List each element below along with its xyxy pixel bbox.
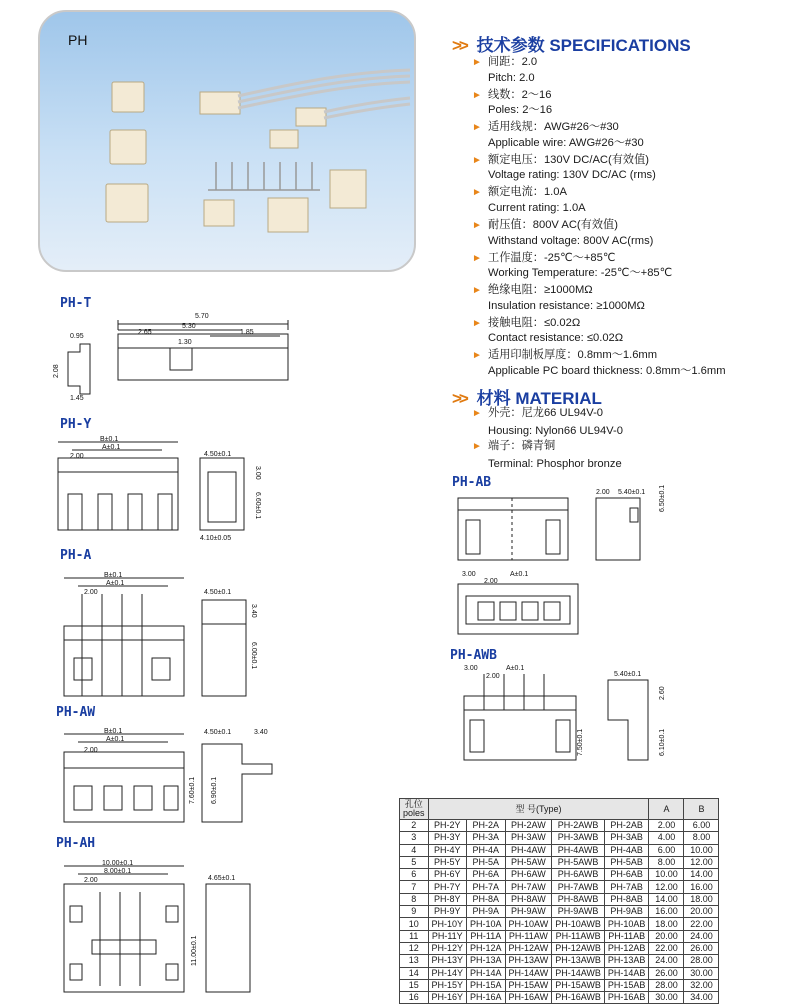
- dim-ph-ab-2: 6.50±0.1: [659, 484, 666, 512]
- table-cell: 15: [400, 979, 429, 991]
- table-cell: 32.00: [684, 979, 719, 991]
- triangle-bullet-icon: ►: [472, 408, 482, 419]
- table-cell: PH-3Y: [428, 832, 467, 844]
- table-cell: PH-13Y: [428, 955, 467, 967]
- dim-ph-aw-3: 4.50±0.1: [204, 729, 232, 736]
- drawing-label-ph-awb: PH-AWB: [450, 648, 497, 663]
- table-cell: PH-2AB: [604, 820, 649, 832]
- table-cell: 6.00: [684, 820, 719, 832]
- dim-ph-awb-3: 5.40±0.1: [614, 671, 642, 678]
- table-cell: 14.00: [649, 893, 684, 905]
- dim-ph-ah-0: 10.00±0.1: [102, 860, 134, 867]
- dim-ph-a-0: B±0.1: [104, 572, 123, 579]
- triangle-bullet-icon: ►: [472, 220, 482, 231]
- drawing-label-ph-y: PH-Y: [60, 417, 92, 432]
- table-cell: PH-7Y: [428, 881, 467, 893]
- table-cell: PH-14Y: [428, 967, 467, 979]
- table-cell: 10.00: [684, 844, 719, 856]
- table-cell: PH-2Y: [428, 820, 467, 832]
- table-cell: PH-10AW: [505, 918, 552, 930]
- dim-ph-awb-5: 7.50±0.1: [577, 728, 584, 756]
- table-cell: PH-3AW: [505, 832, 552, 844]
- table-cell: PH-12AW: [505, 942, 552, 954]
- table-cell: PH-10AB: [604, 918, 649, 930]
- table-cell: PH-7AW: [505, 881, 552, 893]
- dim-ph-ab-1: 5.40±0.1: [618, 489, 646, 496]
- table-cell: 20.00: [684, 906, 719, 918]
- table-cell: PH-11Y: [428, 930, 467, 942]
- table-cell: PH-14AB: [604, 967, 649, 979]
- double-chevron-icon: >>: [452, 389, 466, 408]
- table-cell: 16: [400, 992, 429, 1004]
- dim-ph-t-4: 1.30: [178, 339, 192, 346]
- specifications-heading: >> 技术参数 SPECIFICATIONS: [452, 36, 691, 55]
- dim-ph-awb-4: 2.60: [659, 686, 666, 700]
- spec-item: ► 耐压值：800V AC(有效值) Withstand voltage: 800V AC(rms): [472, 219, 654, 247]
- dim-ph-y-4: 3.00: [254, 466, 261, 480]
- dim-ph-t-5: 0.95: [70, 333, 84, 340]
- spec-item: ► 额定电压：130V DC/AC(有效值) Voltage rating: 130V DC/AC (rms): [472, 153, 656, 182]
- material-item: ► 外壳：尼龙66 UL94V-0 Housing: Nylon66 UL94V-0: [472, 407, 623, 437]
- drawing-ph-aw: [56, 724, 296, 824]
- dim-ph-aw-6: 6.90±0.1: [211, 776, 218, 804]
- table-cell: 18.00: [684, 893, 719, 905]
- table-cell: PH-13A: [467, 955, 506, 967]
- dim-ph-aw-1: A±0.1: [106, 736, 125, 743]
- table-row: [400, 844, 719, 856]
- table-cell: PH-8A: [467, 893, 506, 905]
- dim-ph-t-0: 5.70: [195, 313, 209, 320]
- material-item: ► 端子：磷青铜 Terminal: Phosphor bronze: [472, 440, 622, 470]
- dim-ph-aw-4: 3.40: [254, 729, 268, 736]
- dim-ph-a-4: 3.40: [250, 604, 257, 618]
- table-cell: 20.00: [649, 930, 684, 942]
- table-cell: 3: [400, 832, 429, 844]
- type-header: 型 号(Type): [428, 799, 649, 820]
- table-cell: 4.00: [649, 832, 684, 844]
- poles-header: 孔位 poles: [400, 799, 429, 820]
- table-cell: PH-6AWB: [552, 869, 605, 881]
- table-cell: PH-8AW: [505, 893, 552, 905]
- table-cell: 6.00: [649, 844, 684, 856]
- dim-ph-t-1: 5.30: [182, 323, 196, 330]
- dim-ph-awb-2: 2.00: [486, 673, 500, 680]
- dim-ph-ab-4: A±0.1: [510, 571, 529, 578]
- dim-ph-ah-3: 4.65±0.1: [208, 875, 236, 882]
- table-cell: PH-3A: [467, 832, 506, 844]
- table-cell: PH-8AB: [604, 893, 649, 905]
- table-row: [400, 869, 719, 881]
- dim-ph-y-1: A±0.1: [102, 444, 121, 451]
- table-cell: PH-16AW: [505, 992, 552, 1004]
- double-chevron-icon: >>: [452, 36, 466, 55]
- dim-ph-aw-0: B±0.1: [104, 728, 123, 735]
- table-cell: PH-7A: [467, 881, 506, 893]
- table-cell: PH-4AWB: [552, 844, 605, 856]
- table-cell: 13: [400, 955, 429, 967]
- table-cell: 8.00: [649, 856, 684, 868]
- table-cell: PH-15AW: [505, 979, 552, 991]
- table-cell: 9: [400, 906, 429, 918]
- dim-ph-t-6: 2.08: [53, 364, 60, 378]
- table-cell: PH-13AWB: [552, 955, 605, 967]
- product-photo: [38, 10, 416, 272]
- spec-item: ► 接触电阻：≤0.02Ω Contact resistance: ≤0.02Ω: [472, 316, 624, 345]
- table-row: [400, 955, 719, 967]
- table-cell: 22.00: [684, 918, 719, 930]
- drawing-label-ph-a: PH-A: [60, 548, 92, 563]
- table-cell: PH-9AW: [505, 906, 552, 918]
- spec-item: ► 间距：2.0 Pitch: 2.0: [472, 56, 538, 84]
- triangle-bullet-icon: ►: [472, 441, 482, 452]
- table-header-row: [400, 799, 719, 820]
- spec-item: ► 适用印制板厚度：0.8mm～1.6mm Applicable PC board thickness: 0.8mm～1.6mm: [472, 349, 726, 377]
- drawing-label-ph-ah: PH-AH: [56, 836, 96, 851]
- dim-ph-awb-1: A±0.1: [506, 665, 525, 672]
- material-heading: >> 材料 MATERIAL: [452, 389, 602, 408]
- table-cell: PH-3AWB: [552, 832, 605, 844]
- table-cell: 28.00: [649, 979, 684, 991]
- table-cell: PH-11AW: [505, 930, 552, 942]
- table-cell: PH-13AB: [604, 955, 649, 967]
- table-cell: PH-9Y: [428, 906, 467, 918]
- col-a-header: A: [649, 799, 684, 820]
- table-cell: 16.00: [649, 906, 684, 918]
- dim-ph-ah-2: 2.00: [84, 877, 98, 884]
- table-cell: 7: [400, 881, 429, 893]
- dim-ph-y-2: 2.00: [70, 453, 84, 460]
- table-cell: 34.00: [684, 992, 719, 1004]
- spec-item: ► 线数：2～16 Poles: 2～16: [472, 88, 553, 117]
- table-cell: 10.00: [649, 869, 684, 881]
- dim-ph-ab-5: 2.00: [484, 578, 498, 585]
- table-cell: PH-10A: [467, 918, 506, 930]
- table-cell: 5: [400, 856, 429, 868]
- table-cell: PH-4Y: [428, 844, 467, 856]
- table-cell: PH-6A: [467, 869, 506, 881]
- dim-ph-t-2: 2.65: [138, 329, 152, 336]
- dim-ph-a-5: 6.00±0.1: [250, 642, 257, 670]
- table-cell: PH-3AB: [604, 832, 649, 844]
- table-cell: PH-13AW: [505, 955, 552, 967]
- dim-ph-aw-5: 7.60±0.1: [189, 776, 196, 804]
- dim-ph-a-1: A±0.1: [106, 580, 125, 587]
- table-cell: PH-6Y: [428, 869, 467, 881]
- dim-ph-a-2: 2.00: [84, 589, 98, 596]
- table-row: [400, 906, 719, 918]
- triangle-bullet-icon: ►: [472, 285, 482, 297]
- dim-ph-awb-6: 6.10±0.1: [659, 728, 666, 756]
- table-cell: PH-5Y: [428, 856, 467, 868]
- spec-item: ► 适用线规：AWG#26～#30 Applicable wire: AWG#26～#30: [472, 121, 644, 149]
- table-cell: PH-9AB: [604, 906, 649, 918]
- table-cell: PH-9A: [467, 906, 506, 918]
- dim-ph-ah-4: 11.00±0.1: [191, 935, 198, 966]
- drawing-ph-awb: [450, 660, 690, 770]
- table-cell: PH-2AWB: [552, 820, 605, 832]
- table-cell: 12.00: [684, 856, 719, 868]
- table-cell: 30.00: [684, 967, 719, 979]
- triangle-bullet-icon: ►: [472, 350, 482, 362]
- table-cell: PH-7AB: [604, 881, 649, 893]
- table-cell: PH-14AW: [505, 967, 552, 979]
- drawing-label-ph-aw: PH-AW: [56, 705, 96, 720]
- drawing-ph-y: [50, 432, 270, 542]
- drawing-ph-ab: [450, 484, 690, 644]
- table-cell: 4: [400, 844, 429, 856]
- table-cell: 2.00: [649, 820, 684, 832]
- table-cell: PH-12A: [467, 942, 506, 954]
- spec-item: ► 工作温度：-25℃～+85℃ Working Temperature: -25℃～+85℃: [472, 251, 673, 280]
- table-cell: 24.00: [649, 955, 684, 967]
- table-row: [400, 918, 719, 930]
- table-row: [400, 881, 719, 893]
- dim-ph-y-3: 4.50±0.1: [204, 451, 232, 458]
- table-cell: 10: [400, 918, 429, 930]
- table-cell: 12.00: [649, 881, 684, 893]
- triangle-bullet-icon: ►: [472, 154, 482, 166]
- table-cell: PH-10AWB: [552, 918, 605, 930]
- table-cell: 30.00: [649, 992, 684, 1004]
- drawing-ph-ah: [56, 856, 276, 996]
- drawing-label-ph-ab: PH-AB: [452, 475, 492, 490]
- table-cell: PH-11AWB: [552, 930, 605, 942]
- table-cell: PH-11A: [467, 930, 506, 942]
- table-cell: PH-5AB: [604, 856, 649, 868]
- table-cell: PH-12AWB: [552, 942, 605, 954]
- table-cell: PH-4AW: [505, 844, 552, 856]
- table-cell: 11: [400, 930, 429, 942]
- table-cell: 26.00: [684, 942, 719, 954]
- drawing-ph-t: [50, 300, 410, 408]
- table-cell: PH-15AWB: [552, 979, 605, 991]
- table-cell: 28.00: [684, 955, 719, 967]
- dim-ph-awb-0: 3.00: [464, 665, 478, 672]
- table-cell: PH-6AB: [604, 869, 649, 881]
- table-cell: PH-14AWB: [552, 967, 605, 979]
- triangle-bullet-icon: ►: [472, 57, 482, 68]
- table-row: [400, 832, 719, 844]
- spec-item: ► 绝缘电阻：≥1000MΩ Insulation resistance: ≥1000MΩ: [472, 284, 645, 312]
- table-cell: PH-5A: [467, 856, 506, 868]
- table-cell: PH-16A: [467, 992, 506, 1004]
- table-cell: 22.00: [649, 942, 684, 954]
- table-cell: PH-2A: [467, 820, 506, 832]
- dim-ph-y-6: 4.10±0.05: [200, 535, 232, 542]
- table-cell: PH-12AB: [604, 942, 649, 954]
- table-cell: 14.00: [684, 869, 719, 881]
- table-cell: PH-14A: [467, 967, 506, 979]
- table-row: [400, 967, 719, 979]
- triangle-bullet-icon: ►: [472, 252, 482, 264]
- table-cell: 16.00: [684, 881, 719, 893]
- dim-ph-t-7: 1.45: [70, 395, 84, 402]
- dim-ph-t-3: 1.85: [240, 329, 254, 336]
- table-cell: PH-4AB: [604, 844, 649, 856]
- triangle-bullet-icon: ►: [472, 317, 482, 329]
- table-cell: 12: [400, 942, 429, 954]
- table-cell: PH-5AWB: [552, 856, 605, 868]
- col-b-header: B: [684, 799, 719, 820]
- table-cell: PH-6AW: [505, 869, 552, 881]
- dim-ph-aw-2: 2.00: [84, 747, 98, 754]
- table-cell: PH-8AWB: [552, 893, 605, 905]
- table-row: [400, 930, 719, 942]
- dim-ph-y-0: B±0.1: [100, 436, 119, 443]
- table-cell: 8: [400, 893, 429, 905]
- table-row: [400, 820, 719, 832]
- table-row: [400, 992, 719, 1004]
- model-table: [399, 798, 719, 1004]
- table-cell: PH-8Y: [428, 893, 467, 905]
- table-cell: PH-4A: [467, 844, 506, 856]
- dim-ph-ab-3: 3.00: [462, 571, 476, 578]
- table-cell: 26.00: [649, 967, 684, 979]
- dim-ph-a-3: 4.50±0.1: [204, 589, 232, 596]
- table-cell: 24.00: [684, 930, 719, 942]
- table-cell: PH-2AW: [505, 820, 552, 832]
- table-cell: PH-15Y: [428, 979, 467, 991]
- table-row: [400, 942, 719, 954]
- table-cell: PH-10Y: [428, 918, 467, 930]
- table-cell: PH-16Y: [428, 992, 467, 1004]
- table-cell: 6: [400, 869, 429, 881]
- table-row: [400, 856, 719, 868]
- table-cell: 2: [400, 820, 429, 832]
- table-cell: 14: [400, 967, 429, 979]
- table-cell: PH-7AWB: [552, 881, 605, 893]
- photo-title: PH: [68, 32, 88, 48]
- table-cell: PH-15A: [467, 979, 506, 991]
- table-cell: 18.00: [649, 918, 684, 930]
- table-cell: PH-5AW: [505, 856, 552, 868]
- table-cell: PH-15AB: [604, 979, 649, 991]
- dim-ph-y-5: 6.60±0.1: [254, 492, 261, 520]
- table-cell: PH-11AB: [604, 930, 649, 942]
- triangle-bullet-icon: ►: [472, 89, 482, 101]
- table-cell: PH-16AWB: [552, 992, 605, 1004]
- table-row: [400, 979, 719, 991]
- dim-ph-ab-0: 2.00: [596, 489, 610, 496]
- table-cell: PH-12Y: [428, 942, 467, 954]
- drawing-ph-a: [56, 568, 276, 698]
- drawing-label-ph-t: PH-T: [60, 296, 92, 311]
- triangle-bullet-icon: ►: [472, 187, 482, 199]
- table-cell: PH-9AWB: [552, 906, 605, 918]
- table-row: [400, 893, 719, 905]
- spec-item: ► 额定电流：1.0A Current rating: 1.0A: [472, 186, 586, 214]
- connector-photo-illustration: [40, 12, 414, 270]
- dim-ph-ah-1: 8.00±0.1: [104, 868, 132, 875]
- table-cell: 8.00: [684, 832, 719, 844]
- triangle-bullet-icon: ►: [472, 122, 482, 134]
- table-cell: PH-16AB: [604, 992, 649, 1004]
